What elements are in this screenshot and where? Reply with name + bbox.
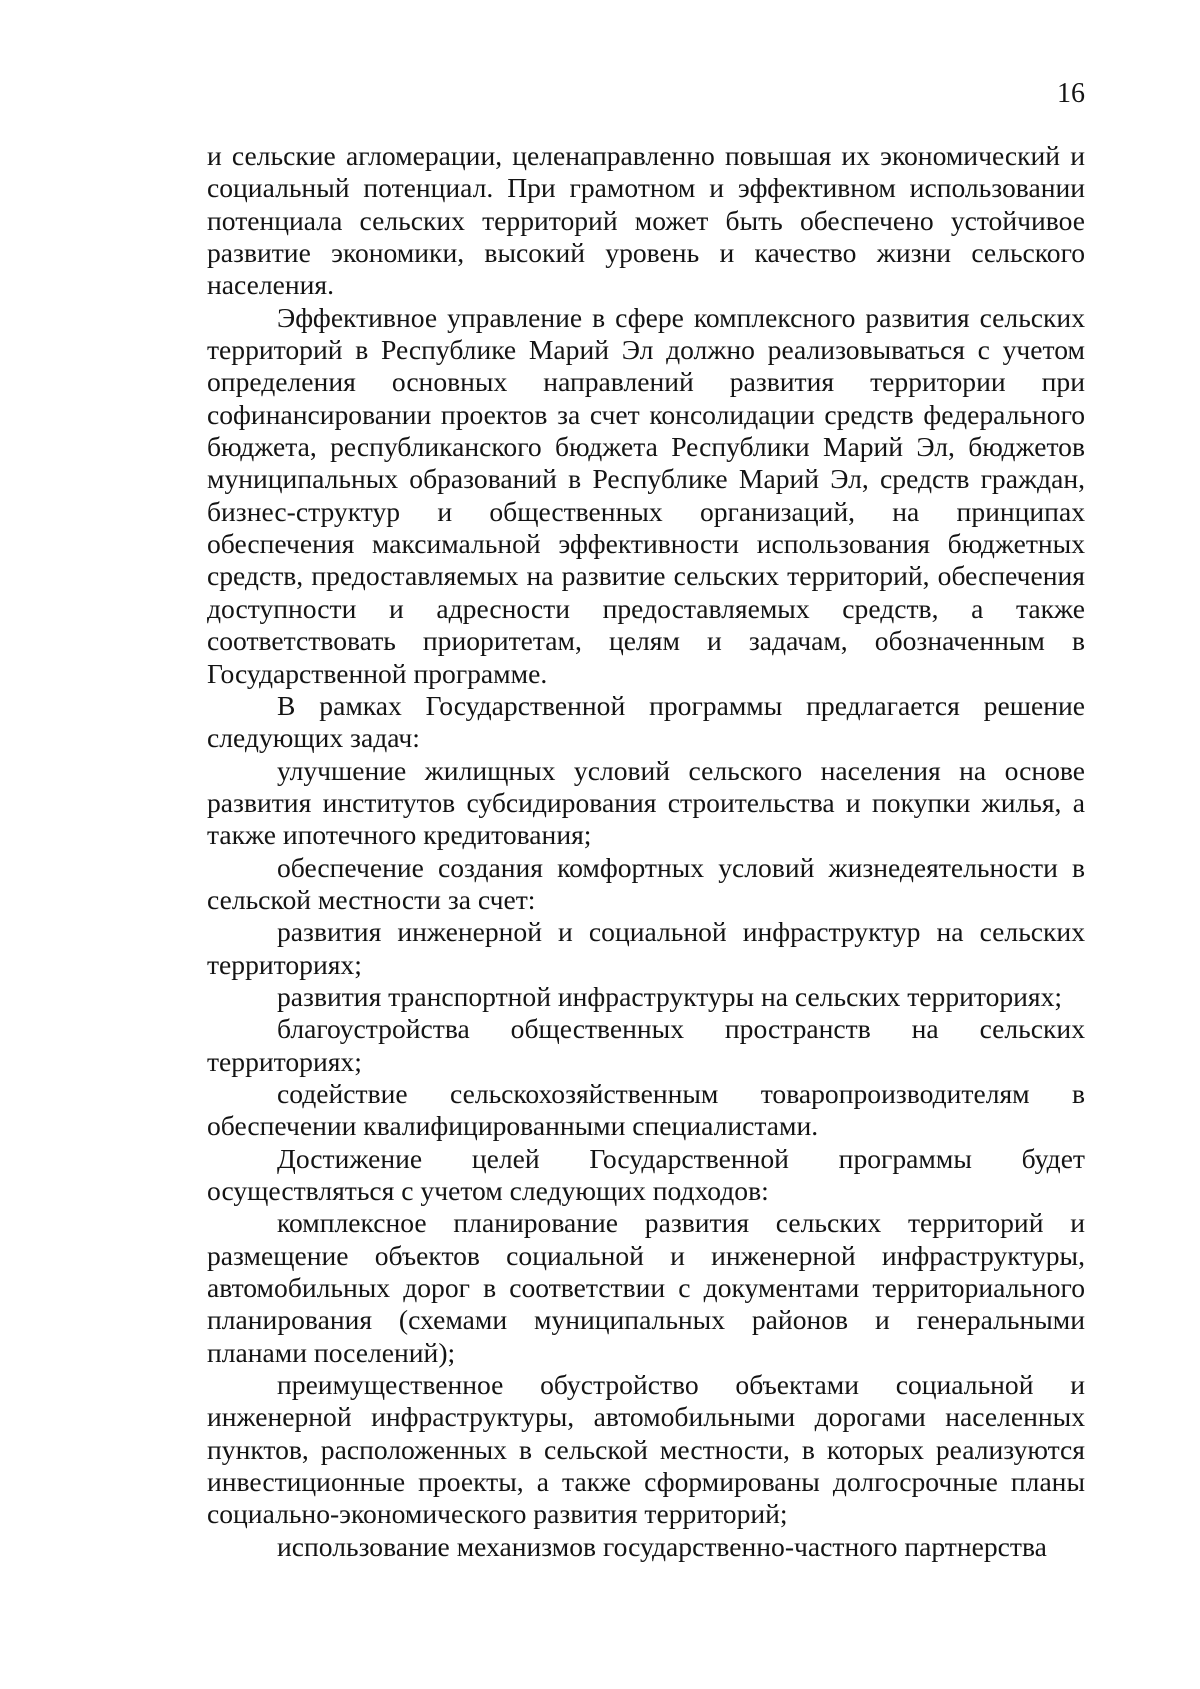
paragraph-2: Эффективное управление в сфере комплексного развития сельских территорий в Республике Марий Эл должно реализовываться с учетом определения основных направлений развития территории при софинансировании проектов за счет консолидации средств федерального бюджета, республиканского бюджета Республики Марий Эл, бюджетов муниципальных образований в Республике Марий Эл, средств граждан, бизнес-структур и общественных организаций, на принципах обеспечения максимальной эффективности использования бюджетных средств, предоставляемых на развитие сельских территорий, обеспечения доступности и адресности предоставляемых средств, а также соответствовать приоритетам, целям и задачам, обозначенным в Государственной программе.: [207, 301, 1085, 689]
paragraph-11: комплексное планирование развития сельских территорий и размещение объектов социальной и инженерной инфраструктуры, автомобильных дорог в соответствии с документами территориального планирования (схемами муниципальных районов и генеральными планами поселений);: [207, 1207, 1085, 1368]
paragraph-9: содействие сельскохозяйственным товаропроизводителям в обеспечении квалифицированными специалистами.: [207, 1077, 1085, 1142]
paragraph-6: развития инженерной и социальной инфраструктур на сельских территориях;: [207, 916, 1085, 980]
paragraph-3: В рамках Государственной программы предлагается решение следующих задач:: [207, 689, 1085, 754]
paragraph-4: улучшение жилищных условий сельского населения на основе развития институтов субсидирования строительства и покупки жилья, а также ипотечного кредитования;: [207, 754, 1085, 851]
paragraph-1: и сельские агломерации, целенаправленно повышая их экономический и социальный потенциал. При грамотном и эффективном использовании потенциала сельских территорий может быть обеспечено устойчивое развитие экономики, высокий уровень и качество жизни сельского населения.: [207, 140, 1085, 301]
document-body: [207, 140, 1085, 1563]
paragraph-13: использование механизмов государственно-частного партнерства: [277, 1530, 1047, 1562]
paragraph-10: Достижение целей Государственной программы будет осуществляться с учетом следующих подходов:: [207, 1142, 1085, 1206]
paragraph-5: обеспечение создания комфортных условий жизнедеятельности в сельской местности за счет:: [207, 851, 1085, 915]
paragraph-12: преимущественное обустройство объектами социальной и инженерной инфраструктуры, автомобильными дорогами населенных пунктов, расположенных в сельской местности, в которых реализуются инвестиционные проекты, а также сформированы долгосрочные планы социально-экономического развития территорий;: [207, 1369, 1085, 1530]
paragraph-7: развития транспортной инфраструктуры на сельских территориях;: [277, 980, 1063, 1012]
paragraph-8: благоустройства общественных пространств на сельских территориях;: [207, 1013, 1085, 1077]
page-number: 16: [1057, 78, 1085, 109]
